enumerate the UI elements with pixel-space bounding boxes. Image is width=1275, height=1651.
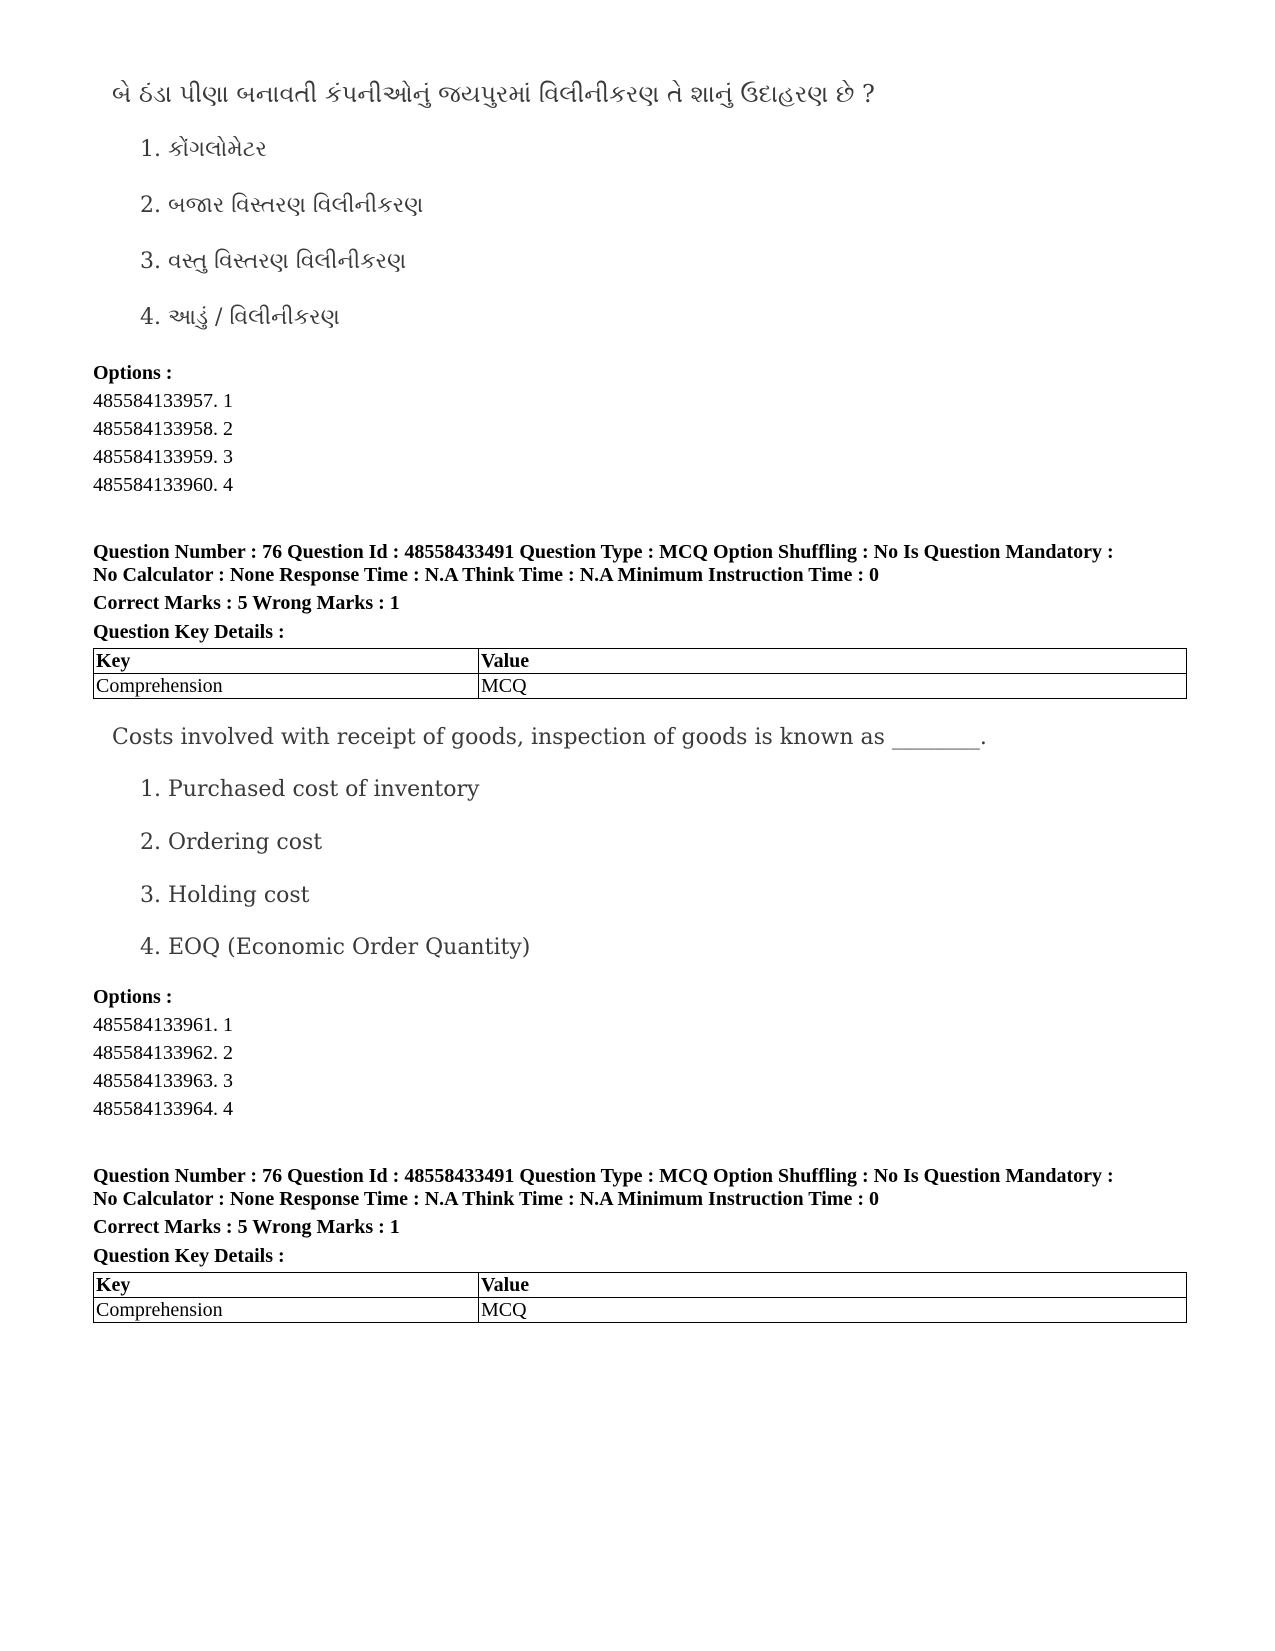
table-header-row — [94, 649, 1187, 674]
options-label: Options : — [93, 362, 173, 384]
key-details-label: Question Key Details : — [93, 1245, 285, 1267]
question-meta-line-1: Question Number : 76 Question Id : 48558433491 Question Type : MCQ Option Shuffling : No Is Question Mandatory : — [93, 541, 1114, 563]
table-cell-value: MCQ — [479, 674, 1187, 699]
option-line: 485584133964. 4 — [93, 1098, 233, 1120]
option-line: 485584133963. 3 — [93, 1070, 233, 1092]
option-line: 485584133957. 1 — [93, 390, 233, 412]
choice-1: 1. Purchased cost of inventory — [140, 777, 480, 802]
table-header-value: Value — [479, 1273, 1187, 1298]
option-line: 485584133958. 2 — [93, 418, 233, 440]
key-details-label: Question Key Details : — [93, 621, 285, 643]
key-details-table — [93, 1272, 1187, 1323]
table-header-key: Key — [94, 1273, 479, 1298]
table-header-value: Value — [479, 649, 1187, 674]
table-cell-value: MCQ — [479, 1298, 1187, 1323]
table-cell-key: Comprehension — [94, 674, 479, 699]
choice-3: 3. વસ્તુ વિસ્તરણ વિલીનીકરણ — [140, 249, 407, 274]
table-header-row — [94, 1273, 1187, 1298]
table-cell-key: Comprehension — [94, 1298, 479, 1323]
marks-line: Correct Marks : 5 Wrong Marks : 1 — [93, 592, 400, 614]
option-line: 485584133960. 4 — [93, 474, 233, 496]
choice-1: 1. કોંગલોમેટર — [140, 137, 267, 162]
options-label: Options : — [93, 986, 173, 1008]
key-details-table — [93, 648, 1187, 699]
option-line: 485584133962. 2 — [93, 1042, 233, 1064]
choice-4: 4. EOQ (Economic Order Quantity) — [140, 935, 531, 960]
question-meta-line-1: Question Number : 76 Question Id : 48558433491 Question Type : MCQ Option Shuffling : No Is Question Mandatory : — [93, 1165, 1114, 1187]
choice-3: 3. Holding cost — [140, 883, 310, 908]
table-row — [94, 1298, 1187, 1323]
option-line: 485584133959. 3 — [93, 446, 233, 468]
question-meta-line-2: No Calculator : None Response Time : N.A Think Time : N.A Minimum Instruction Time : 0 — [93, 1188, 879, 1210]
table-header-key: Key — [94, 649, 479, 674]
choice-2: 2. Ordering cost — [140, 830, 323, 855]
option-line: 485584133961. 1 — [93, 1014, 233, 1036]
question-text-gujarati: બે ઠંડા પીણા બનાવતી કંપનીઓનું જયપુરમાં વિલીનીકરણ તે શાનું ઉદાહરણ છે ? — [112, 80, 875, 108]
choice-2: 2. બજાર વિસ્તરણ વિલીનીકરણ — [140, 193, 424, 218]
question-text: Costs involved with receipt of goods, inspection of goods is known as ________. — [112, 725, 987, 750]
choice-4: 4. આડું / વિલીનીકરણ — [140, 305, 340, 330]
table-row — [94, 674, 1187, 699]
question-meta-line-2: No Calculator : None Response Time : N.A Think Time : N.A Minimum Instruction Time : 0 — [93, 564, 879, 586]
marks-line: Correct Marks : 5 Wrong Marks : 1 — [93, 1216, 400, 1238]
